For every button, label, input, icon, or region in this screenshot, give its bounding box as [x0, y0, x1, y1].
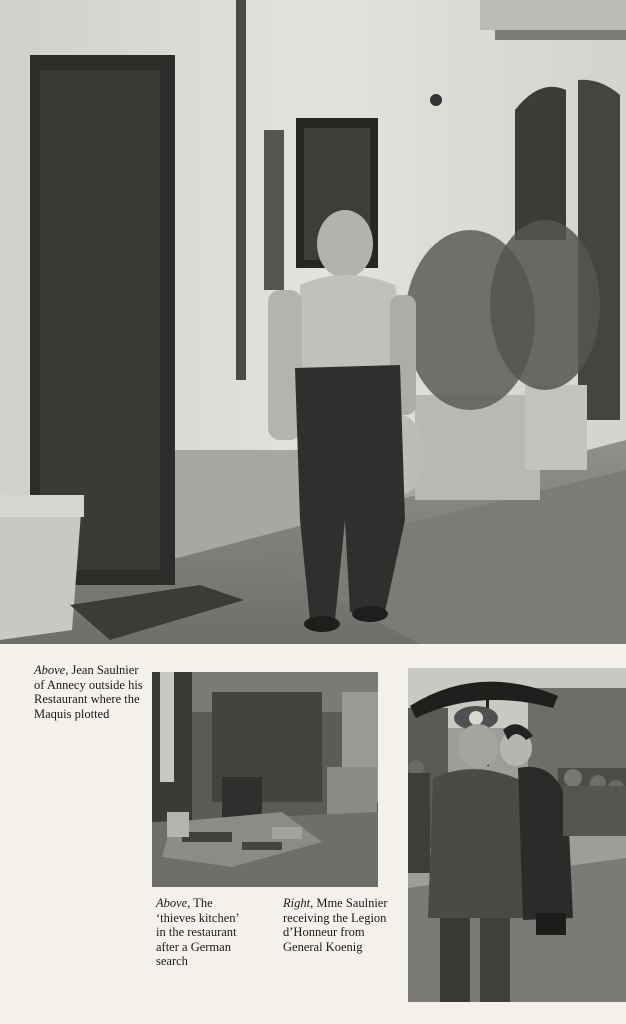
kitchen-photo-caption	[156, 896, 250, 969]
main-photo-caption	[34, 663, 146, 721]
caption-text: The ‘thieves kitchen’ in the restaurant after a German search	[156, 896, 239, 969]
award-photo-caption	[283, 896, 391, 954]
caption-text: Jean Saulnier of Annecy outside his Restaurant where the Maquis plotted	[34, 663, 143, 721]
legion-honour-photo	[408, 668, 626, 1002]
caption-lead: Above,	[156, 896, 191, 910]
caption-lead: Above,	[34, 663, 69, 677]
caption-lead: Right,	[283, 896, 314, 910]
thieves-kitchen-photo	[152, 672, 378, 887]
caption-text: Mme Saulnier receiving the Legion d’Honneur from General Koenig	[283, 896, 388, 954]
